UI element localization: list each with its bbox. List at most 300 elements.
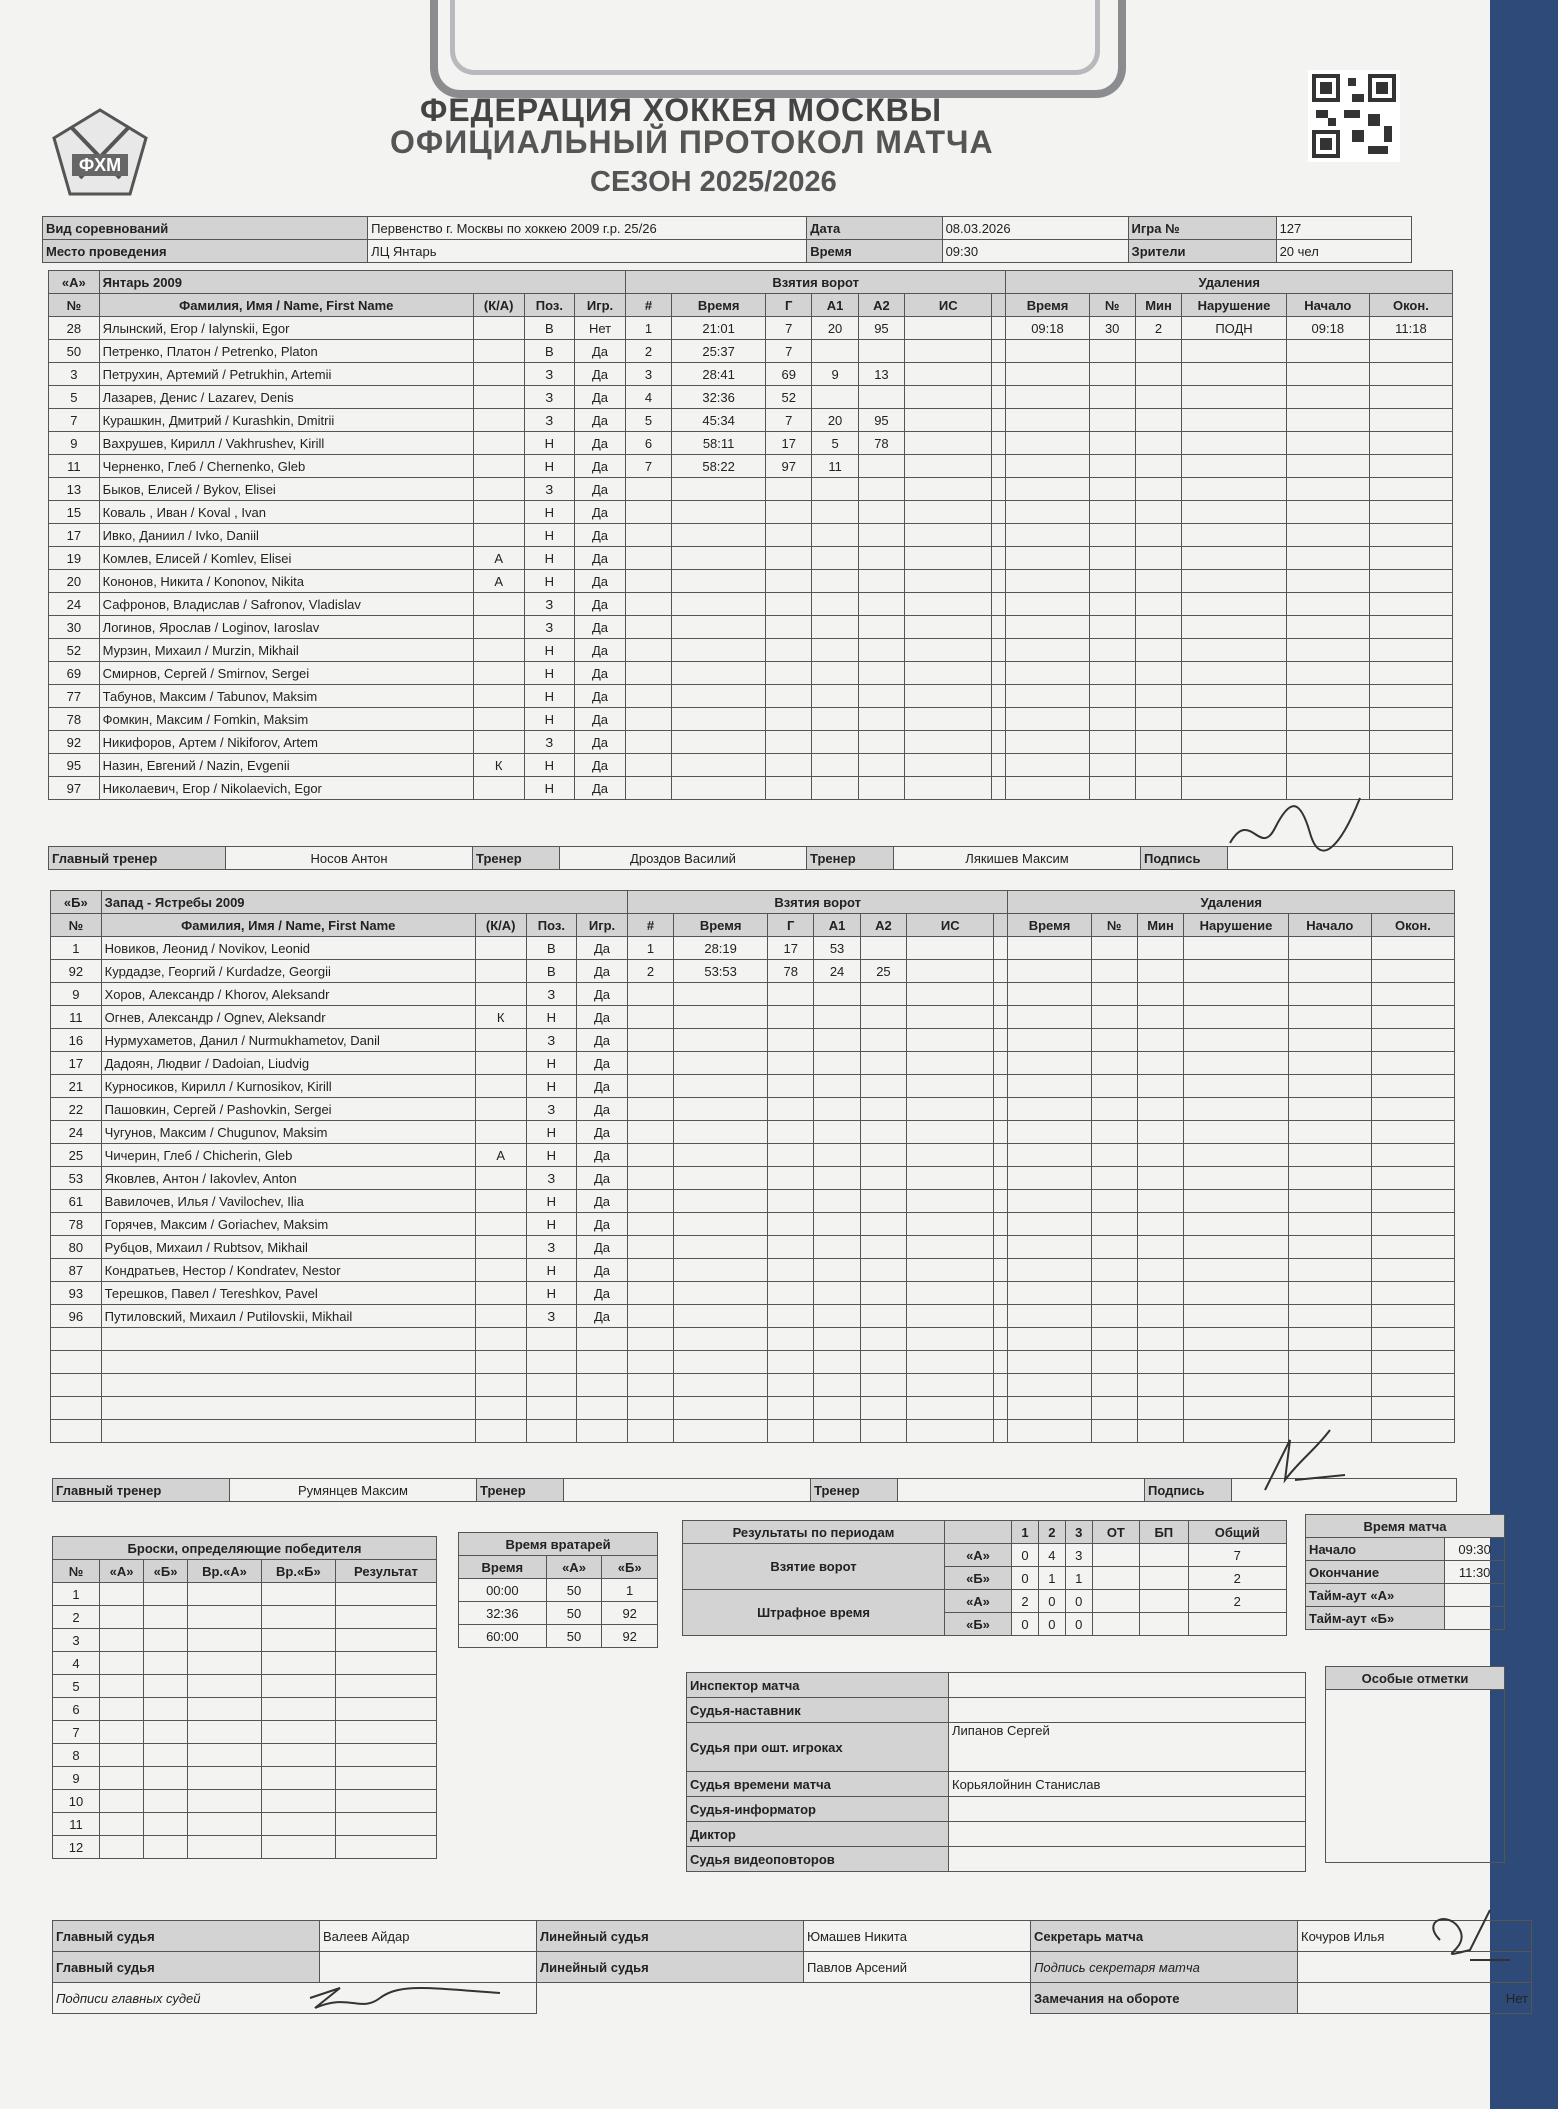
penalty-start xyxy=(1288,1167,1371,1190)
col-played: Игр. xyxy=(575,294,626,317)
shootout-table xyxy=(52,1536,437,1859)
team-b-head-coach: Румянцев Максим xyxy=(230,1479,477,1502)
gap xyxy=(992,777,1006,800)
penalty-player xyxy=(1091,1328,1137,1351)
goal-assist-2 xyxy=(860,1328,906,1351)
penalty-start xyxy=(1288,1374,1371,1397)
player-position xyxy=(526,1420,577,1443)
player-position: Н xyxy=(526,1213,577,1236)
player-name xyxy=(101,1328,475,1351)
player-name: Смирнов, Сергей / Smirnov, Sergei xyxy=(99,662,473,685)
player-name: Новиков, Леонид / Novikov, Leonid xyxy=(101,937,475,960)
penalty-start xyxy=(1288,1121,1371,1144)
goal-time xyxy=(672,547,766,570)
goal-time xyxy=(674,1213,768,1236)
goal-time xyxy=(674,1190,768,1213)
shootout-cell xyxy=(335,1767,436,1790)
penalty-end xyxy=(1371,1328,1454,1351)
goal-assist-1: 11 xyxy=(812,455,858,478)
player-number xyxy=(51,1420,102,1443)
penalty-player xyxy=(1089,386,1135,409)
penalty-player xyxy=(1089,685,1135,708)
penalty-violation xyxy=(1184,1144,1289,1167)
penalty-player xyxy=(1089,708,1135,731)
penalty-minutes xyxy=(1135,731,1181,754)
col-goal-time: Время xyxy=(672,294,766,317)
goalie-col-b: «Б» xyxy=(602,1556,658,1579)
goal-assist-2 xyxy=(858,754,904,777)
goal-is xyxy=(905,455,992,478)
penalty-end xyxy=(1369,570,1452,593)
goal-time xyxy=(672,708,766,731)
player-position: Н xyxy=(526,1259,577,1282)
player-number: 92 xyxy=(49,731,100,754)
goal-assist-2 xyxy=(860,1098,906,1121)
goal-index xyxy=(627,1351,673,1374)
goal-index xyxy=(625,685,671,708)
goal-is xyxy=(905,547,992,570)
player-name: Николаевич, Егор / Nikolaevich, Egor xyxy=(99,777,473,800)
penalty-start xyxy=(1288,1351,1371,1374)
goal-assist-2 xyxy=(860,1121,906,1144)
player-name: Мурзин, Михаил / Murzin, Mikhail xyxy=(99,639,473,662)
player-name: Горячев, Максим / Goriachev, Maksim xyxy=(101,1213,475,1236)
goal-scorer xyxy=(766,524,812,547)
player-number: 24 xyxy=(51,1121,102,1144)
col-pen-no: № xyxy=(1089,294,1135,317)
penalty-time xyxy=(1008,1121,1091,1144)
penalty-violation xyxy=(1182,524,1287,547)
goal-scorer xyxy=(766,754,812,777)
shootout-cell xyxy=(188,1652,262,1675)
penalty-violation xyxy=(1182,639,1287,662)
penalty-time xyxy=(1008,1190,1091,1213)
player-played: Да xyxy=(577,1144,628,1167)
goal-is xyxy=(905,777,992,800)
player-played: Да xyxy=(575,639,626,662)
goal-assist-1 xyxy=(812,685,858,708)
penalty-start xyxy=(1286,547,1369,570)
team-a-row xyxy=(49,386,1453,409)
penalty-start xyxy=(1286,340,1369,363)
goal-scorer: 17 xyxy=(768,937,814,960)
col-g: Г xyxy=(768,914,814,937)
player-number: 52 xyxy=(49,639,100,662)
goal-index xyxy=(625,547,671,570)
penalty-minutes xyxy=(1137,1328,1183,1351)
goal-time xyxy=(674,983,768,1006)
penalty-violation xyxy=(1182,432,1287,455)
goalie-a: 50 xyxy=(546,1625,602,1648)
team-b-coach1 xyxy=(564,1479,811,1502)
time-label: Время xyxy=(807,240,942,263)
goal-scorer xyxy=(768,1121,814,1144)
goal-scorer xyxy=(766,593,812,616)
penalty-start: 09:18 xyxy=(1286,317,1369,340)
gap xyxy=(994,937,1008,960)
goal-assist-2 xyxy=(860,1351,906,1374)
goal-time xyxy=(672,524,766,547)
penalty-violation xyxy=(1182,455,1287,478)
penalty-player xyxy=(1091,1397,1137,1420)
penalty-start xyxy=(1288,937,1371,960)
penalty-violation xyxy=(1184,1075,1289,1098)
team-b-signature-label: Подпись xyxy=(1145,1479,1232,1502)
goalie-row xyxy=(459,1625,658,1648)
player-name: Ивко, Даниил / Ivko, Daniil xyxy=(99,524,473,547)
player-name: Вавилочев, Илья / Vavilochev, Ilia xyxy=(101,1190,475,1213)
shootout-col-ga: Вр.«А» xyxy=(188,1560,262,1583)
penalty-minutes xyxy=(1137,1259,1183,1282)
player-number: 61 xyxy=(51,1190,102,1213)
goal-assist-1 xyxy=(814,1190,860,1213)
period-3: 3 xyxy=(1065,1521,1092,1544)
clipboard-clip-inner xyxy=(450,0,1100,75)
player-number: 21 xyxy=(51,1075,102,1098)
goal-is xyxy=(907,937,994,960)
goal-scorer xyxy=(768,1098,814,1121)
gap xyxy=(994,1213,1008,1236)
player-name: Коваль , Иван / Koval , Ivan xyxy=(99,501,473,524)
penalty-end xyxy=(1369,708,1452,731)
goal-is xyxy=(905,593,992,616)
goal-is xyxy=(907,983,994,1006)
shootout-cell xyxy=(100,1698,144,1721)
goal-is xyxy=(905,616,992,639)
penalty-minutes xyxy=(1135,662,1181,685)
goal-scorer xyxy=(766,547,812,570)
goal-is xyxy=(907,960,994,983)
penalty-start xyxy=(1286,386,1369,409)
goal-index: 6 xyxy=(625,432,671,455)
goal-scorer xyxy=(768,1006,814,1029)
match-end-label: Окончание xyxy=(1306,1561,1445,1584)
penalty-player xyxy=(1091,1144,1137,1167)
goal-scorer xyxy=(768,1328,814,1351)
player-name: Никифоров, Артем / Nikiforov, Artem xyxy=(99,731,473,754)
penalty-player xyxy=(1089,639,1135,662)
goal-is xyxy=(905,409,992,432)
shootout-cell xyxy=(335,1721,436,1744)
goal-time xyxy=(674,1420,768,1443)
goal-assist-1: 20 xyxy=(812,317,858,340)
logo-text: ФХМ xyxy=(78,155,122,175)
penalty-time xyxy=(1006,363,1089,386)
player-name: Черненко, Глеб / Chernenko, Gleb xyxy=(99,455,473,478)
penalty-player xyxy=(1091,937,1137,960)
penalty-violation xyxy=(1184,1006,1289,1029)
goal-assist-2 xyxy=(860,1167,906,1190)
goal-scorer xyxy=(768,1351,814,1374)
goal-scorer xyxy=(766,777,812,800)
penalty-time xyxy=(1008,1098,1091,1121)
goal-index: 4 xyxy=(625,386,671,409)
goal-is xyxy=(905,478,992,501)
shootout-number: 7 xyxy=(53,1721,100,1744)
penalty-start xyxy=(1288,1282,1371,1305)
penalty-time xyxy=(1008,1305,1091,1328)
gap xyxy=(994,1282,1008,1305)
team-a-name: Янтарь 2009 xyxy=(99,271,625,294)
player-position: Н xyxy=(524,570,575,593)
player-played: Да xyxy=(577,1236,628,1259)
goal-assist-2 xyxy=(860,1190,906,1213)
goal-assist-2 xyxy=(858,777,904,800)
player-ka xyxy=(473,593,524,616)
player-position xyxy=(526,1397,577,1420)
col-a1: А1 xyxy=(814,914,860,937)
penalty-minutes xyxy=(1137,1305,1183,1328)
gap xyxy=(992,662,1006,685)
shootout-cell xyxy=(100,1629,144,1652)
col-pen-violation: Нарушение xyxy=(1182,294,1287,317)
player-name: Петрухин, Артемий / Petrukhin, Artemii xyxy=(99,363,473,386)
shootout-cell xyxy=(261,1652,335,1675)
col-pen-min: Мин xyxy=(1137,914,1183,937)
gap xyxy=(992,570,1006,593)
penalty-minutes xyxy=(1137,1121,1183,1144)
goal-time: 21:01 xyxy=(672,317,766,340)
team-b-row xyxy=(51,1259,1455,1282)
goal-assist-1 xyxy=(814,1397,860,1420)
goal-time xyxy=(674,1098,768,1121)
shootout-cell xyxy=(188,1583,262,1606)
col-ka: (К/А) xyxy=(473,294,524,317)
period-2: 2 xyxy=(1038,1521,1065,1544)
shootout-cell xyxy=(144,1698,188,1721)
player-number: 95 xyxy=(49,754,100,777)
goal-is xyxy=(907,1006,994,1029)
shootout-cell xyxy=(100,1836,144,1859)
team-a-coach2: Лякишев Максим xyxy=(894,847,1141,870)
goal-scorer xyxy=(768,1167,814,1190)
player-position: З xyxy=(524,616,575,639)
penalty-end xyxy=(1371,1236,1454,1259)
player-number: 93 xyxy=(51,1282,102,1305)
player-position: Н xyxy=(524,639,575,662)
goal-scorer xyxy=(768,1397,814,1420)
goal-index: 1 xyxy=(625,317,671,340)
team-a-row xyxy=(49,662,1453,685)
team-a-coach2-label: Тренер xyxy=(807,847,894,870)
penalty-start xyxy=(1286,455,1369,478)
penalty-time xyxy=(1006,432,1089,455)
penalty-minutes xyxy=(1137,1236,1183,1259)
goal-index xyxy=(625,478,671,501)
shootout-cell xyxy=(188,1744,262,1767)
goal-assist-1 xyxy=(814,983,860,1006)
team-a-row xyxy=(49,317,1453,340)
player-played: Да xyxy=(577,937,628,960)
shootout-cell xyxy=(261,1744,335,1767)
player-played: Да xyxy=(577,1121,628,1144)
team-a-row xyxy=(49,616,1453,639)
team-b-row xyxy=(51,1121,1455,1144)
player-ka xyxy=(473,409,524,432)
player-number: 16 xyxy=(51,1029,102,1052)
shootout-number: 9 xyxy=(53,1767,100,1790)
officials-table xyxy=(686,1672,1306,1872)
competition-value: Первенство г. Москвы по хоккею 2009 г.р. 25/26 xyxy=(368,217,807,240)
goal-assist-2 xyxy=(860,983,906,1006)
penalty-player xyxy=(1089,409,1135,432)
pim-b-p2: 0 xyxy=(1038,1613,1065,1636)
player-name xyxy=(101,1351,475,1374)
gap xyxy=(994,1029,1008,1052)
timekeeper-label: Судья времени матча xyxy=(687,1772,949,1797)
penalty-time xyxy=(1006,685,1089,708)
goal-is xyxy=(907,1236,994,1259)
penalty-end xyxy=(1371,1282,1454,1305)
penalty-time xyxy=(1008,1374,1091,1397)
goal-time xyxy=(672,777,766,800)
penalty-start xyxy=(1286,570,1369,593)
shootout-row xyxy=(53,1767,437,1790)
penalty-player xyxy=(1091,960,1137,983)
penalty-time xyxy=(1008,1075,1091,1098)
penalty-time xyxy=(1008,937,1091,960)
penalty-end xyxy=(1369,409,1452,432)
player-played: Да xyxy=(577,1075,628,1098)
penalty-end: 11:18 xyxy=(1369,317,1452,340)
penalty-time xyxy=(1008,1259,1091,1282)
penalty-time xyxy=(1006,593,1089,616)
team-a-row xyxy=(49,501,1453,524)
match-end: 11:30 xyxy=(1445,1561,1505,1584)
penalty-player xyxy=(1091,1259,1137,1282)
goal-index: 2 xyxy=(625,340,671,363)
penalty-end xyxy=(1371,1075,1454,1098)
penalty-violation xyxy=(1184,1351,1289,1374)
goal-time: 45:34 xyxy=(672,409,766,432)
goal-assist-1 xyxy=(814,1236,860,1259)
team-a-row xyxy=(49,593,1453,616)
gap xyxy=(994,1098,1008,1121)
player-name: Комлев, Елисей / Komlev, Elisei xyxy=(99,547,473,570)
goal-is xyxy=(907,1420,994,1443)
mentor-label: Судья-наставник xyxy=(687,1698,949,1723)
penalty-start xyxy=(1286,409,1369,432)
player-position: З xyxy=(524,386,575,409)
team-b-row xyxy=(51,1397,1455,1420)
penalty-violation: ПОДН xyxy=(1182,317,1287,340)
penalty-start xyxy=(1286,501,1369,524)
penalty-violation xyxy=(1182,340,1287,363)
goal-assist-1 xyxy=(814,1328,860,1351)
player-ka xyxy=(475,1374,526,1397)
player-name: Хоров, Александр / Khorov, Aleksandr xyxy=(101,983,475,1006)
goal-index xyxy=(625,501,671,524)
col-a1: А1 xyxy=(812,294,858,317)
penalty-time xyxy=(1008,1420,1091,1443)
gap xyxy=(992,524,1006,547)
player-ka xyxy=(475,1236,526,1259)
shootout-cell xyxy=(188,1721,262,1744)
goal-assist-2 xyxy=(858,593,904,616)
goal-is xyxy=(907,1351,994,1374)
match-start: 09:30 xyxy=(1445,1538,1505,1561)
pim-row-label: Штрафное время xyxy=(683,1590,945,1636)
team-a-row xyxy=(49,685,1453,708)
shootout-cell xyxy=(144,1583,188,1606)
player-ka xyxy=(473,524,524,547)
penalty-violation xyxy=(1184,1167,1289,1190)
penalty-end xyxy=(1371,1190,1454,1213)
announcer-label: Диктор xyxy=(687,1822,949,1847)
date-value: 08.03.2026 xyxy=(942,217,1128,240)
goal-assist-2 xyxy=(860,1213,906,1236)
col-goal-idx: # xyxy=(627,914,673,937)
goals-a-p2: 4 xyxy=(1038,1544,1065,1567)
shootout-number: 5 xyxy=(53,1675,100,1698)
player-position: Н xyxy=(526,1282,577,1305)
col-number: № xyxy=(51,914,102,937)
goal-assist-2: 78 xyxy=(858,432,904,455)
gap xyxy=(992,639,1006,662)
penalty-start xyxy=(1286,662,1369,685)
team-a-row xyxy=(49,409,1453,432)
goal-scorer: 78 xyxy=(768,960,814,983)
player-number: 69 xyxy=(49,662,100,685)
goal-scorer xyxy=(766,501,812,524)
shootout-cell xyxy=(335,1629,436,1652)
referees-sign-label: Подписи главных судей xyxy=(53,1983,537,2014)
penalty-player xyxy=(1091,1052,1137,1075)
player-number: 9 xyxy=(49,432,100,455)
gap xyxy=(992,547,1006,570)
goal-assist-2 xyxy=(858,386,904,409)
team-b-head-coach-label: Главный тренер xyxy=(53,1479,230,1502)
goal-scorer xyxy=(768,1144,814,1167)
penalty-violation xyxy=(1184,1029,1289,1052)
shootout-cell xyxy=(144,1790,188,1813)
penalty-end xyxy=(1369,501,1452,524)
player-ka xyxy=(473,777,524,800)
goal-time xyxy=(674,1351,768,1374)
penalty-player xyxy=(1089,501,1135,524)
penalty-end xyxy=(1371,1006,1454,1029)
line-referee-2-label: Линейный судья xyxy=(537,1952,804,1983)
player-ka xyxy=(473,340,524,363)
player-number: 15 xyxy=(49,501,100,524)
federation-name: ФЕДЕРАЦИЯ ХОККЕЯ МОСКВЫ xyxy=(420,92,943,128)
goal-assist-2 xyxy=(860,1075,906,1098)
col-player-name: Фамилия, Имя / Name, First Name xyxy=(99,294,473,317)
shootout-cell xyxy=(188,1698,262,1721)
penalty-time xyxy=(1008,1213,1091,1236)
goal-time xyxy=(672,685,766,708)
player-played: Да xyxy=(577,1282,628,1305)
penalty-start xyxy=(1286,731,1369,754)
penalty-violation xyxy=(1184,1259,1289,1282)
shootout-cell xyxy=(261,1721,335,1744)
goalie-time: 60:00 xyxy=(459,1625,547,1648)
qr-code xyxy=(1308,70,1400,162)
penalty-minutes xyxy=(1137,983,1183,1006)
goal-time xyxy=(674,1144,768,1167)
player-number: 78 xyxy=(51,1213,102,1236)
pim-b-tag: «Б» xyxy=(945,1613,1012,1636)
gap xyxy=(994,1420,1008,1443)
player-number: 3 xyxy=(49,363,100,386)
penalty-time xyxy=(1008,1397,1091,1420)
goal-time xyxy=(672,478,766,501)
penalty-start xyxy=(1288,1236,1371,1259)
player-number: 77 xyxy=(49,685,100,708)
shootout-cell xyxy=(335,1698,436,1721)
penalty-start xyxy=(1288,1305,1371,1328)
penalty-end xyxy=(1369,478,1452,501)
